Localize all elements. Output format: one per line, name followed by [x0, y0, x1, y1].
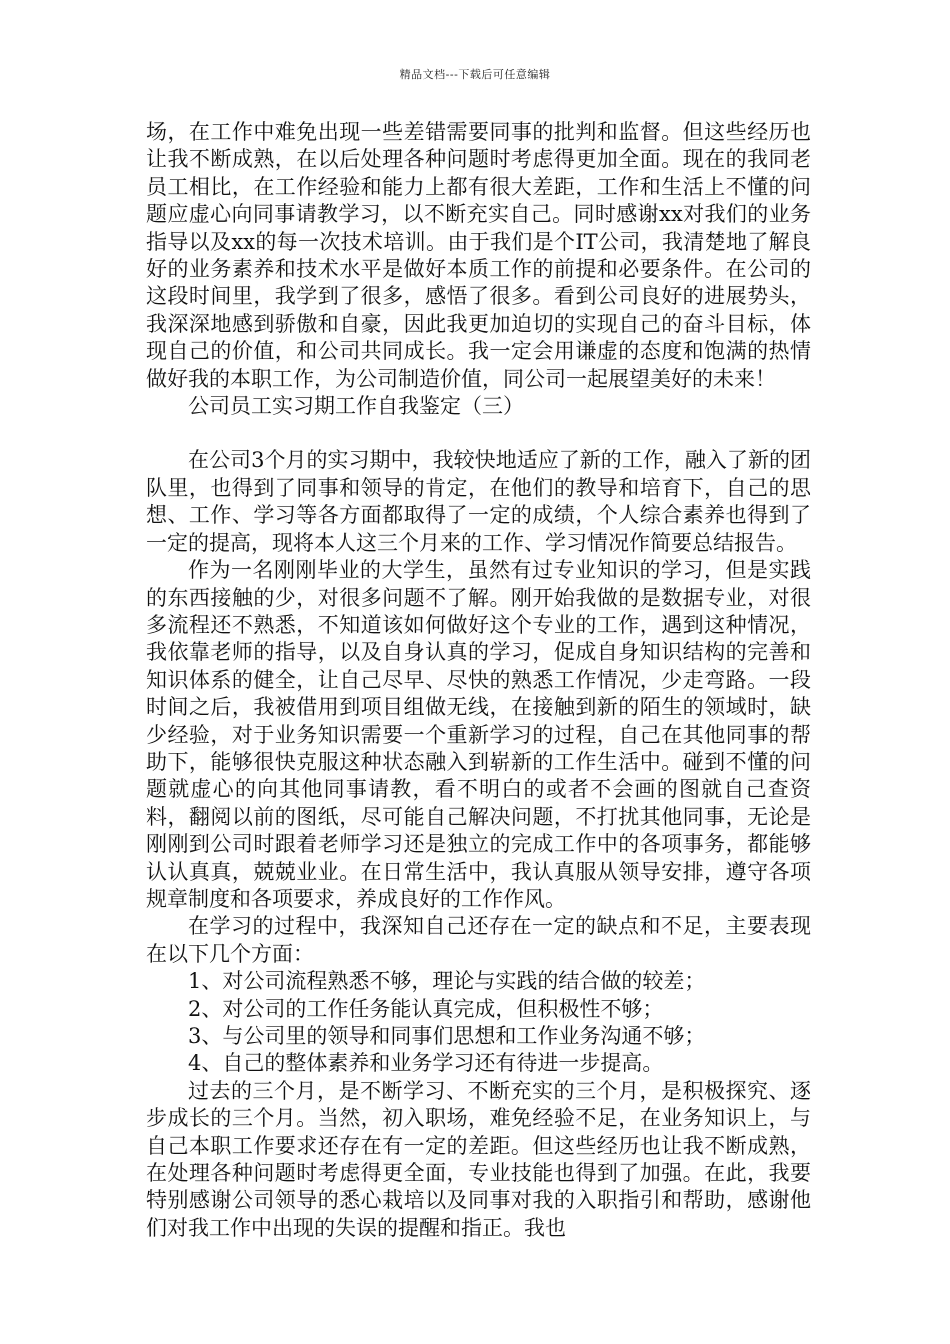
paragraph-experience: 作为一名刚刚毕业的大学生，虽然有过专业知识的学习，但是实践的东西接触的少，对很多问题不了解。刚开始我做的是数据专业，对很多流程还不熟悉，不知道该如何做好这个专业的工作，遇到这种情况，我依靠老师的指导，以及自身认真的学习，促成自身知识结构的完善和知识体系的健全，让自己尽早、尽快的熟悉工作情况，少走弯路。一段时间之后，我被借用到项目组做无线，在接触到新的陌生的领域时，缺少经验，对于业务知识需要一个重新学习的过程，自己在其他同事的帮助下，能够很快克服这种状态融入到崭新的工作生活中。碰到不懂的问题就虚心的向其他同事请教，看不明白的或者不会画的图就自己查资料，翻阅以前的图纸，尽可能自己解决问题，不打扰其他同事，无论是刚刚到公司时跟着老师学习还是独立的完成工作中的各项事务，都能够认认真真，兢兢业业。在日常生活中，我认真服从领导安排，遵守各项规章制度和各项要求，养成良好的工作作风。 — [146, 558, 811, 911]
list-item-4: 4、自己的整体素养和业务学习还有待进一步提高。 — [188, 1051, 664, 1076]
document-body — [146, 119, 811, 1242]
page-header: 精品文档---下载后可任意编辑 — [399, 68, 551, 81]
paragraph-summary: 过去的三个月，是不断学习、不断充实的三个月，是积极探究、逐步成长的三个月。当然，初入职场，难免经验不足，在业务知识上，与自己本职工作要求还存在有一定的差距。但这些经历也让我不断成熟，在处理各种问题时考虑得更全面，专业技能也得到了加强。在此，我要特别感谢公司领导的悉心栽培以及同事对我的入职指引和帮助，感谢他们对我工作中出现的失误的提醒和指正。我也 — [146, 1078, 811, 1240]
paragraph-shortcomings: 在学习的过程中，我深知自己还存在一定的缺点和不足，主要表现在以下几个方面： — [146, 914, 811, 966]
paragraph-continuation: 场，在工作中难免出现一些差错需要同事的批判和监督。但这些经历也让我不断成熟，在以后处理各种问题时考虑得更加全面。现在的我同老员工相比，在工作经验和能力上都有很大差距，工作和生活上不懂的问题应虚心向同事请教学习，以不断充实自己。同时感谢xx对我们的业务指导以及xx的每一次技术培训。由于我们是个IT公司，我清楚地了解良好的业务素养和技术水平是做好本质工作的前提和必要条件。在公司的这段时间里，我学到了很多，感悟了很多。看到公司良好的进展势头，我深深地感到骄傲和自豪，因此我更加迫切的实现自己的奋斗目标，体现自己的价值，和公司共同成长。我一定会用谦虚的态度和饱满的热情做好我的本职工作，为公司制造价值，同公司一起展望美好的未来！ — [146, 120, 811, 391]
paragraph-intro: 在公司3个月的实习期中，我较快地适应了新的工作，融入了新的团队里，也得到了同事和领导的肯定，在他们的教导和培育下，自己的思想、工作、学习等各方面都取得了一定的成绩，个人综合素养也得到了一定的提高，现将本人这三个月来的工作、学习情况作简要总结报告。 — [146, 448, 811, 555]
list-item-3: 3、与公司里的领导和同事们思想和工作业务沟通不够； — [188, 1024, 706, 1048]
section-title: 公司员工实习期工作自我鉴定（三） — [188, 394, 524, 419]
list-item-1: 1、对公司流程熟悉不够，理论与实践的结合做的较差； — [188, 969, 706, 994]
list-item-2: 2、对公司的工作任务能认真完成，但积极性不够； — [188, 996, 664, 1021]
